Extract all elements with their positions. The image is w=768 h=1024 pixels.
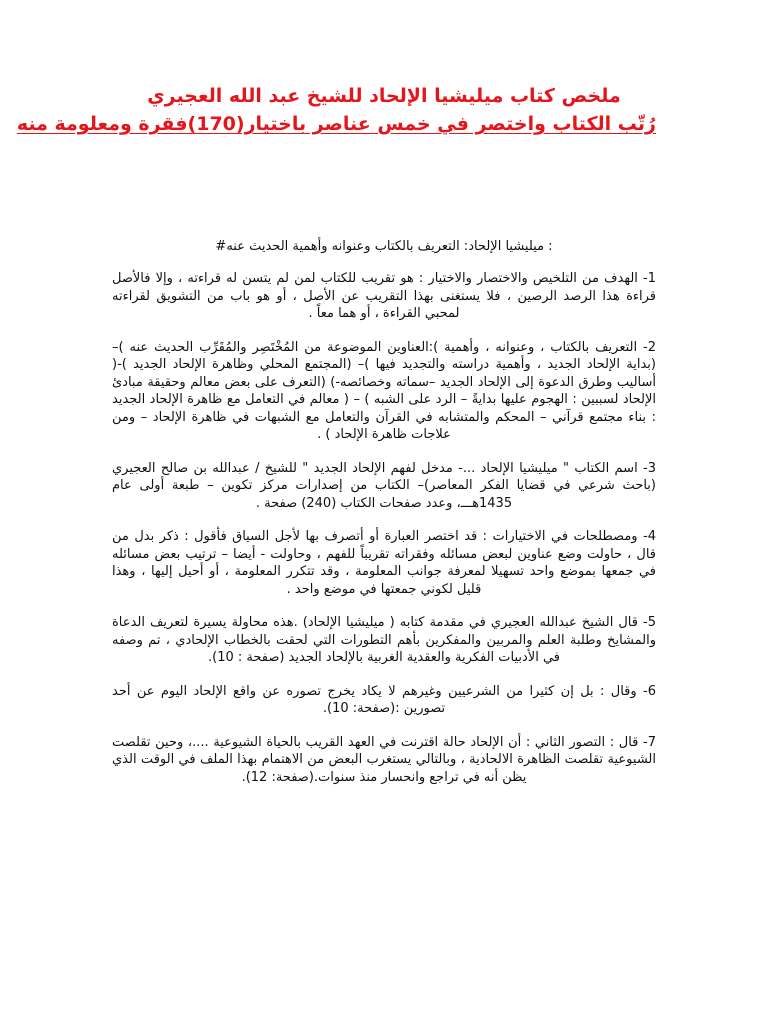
intro-heading: : ميليشيا الإلحاد: التعريف بالكتاب وعنوانه وأهمية الحديث عنه# [215, 239, 553, 254]
paragraph-6: 6- وقال : بل إن كثيرا من الشرعيين وغيرهم لا يكاد يخرج تصوره عن واقع الإلحاد اليوم عن أحد تصورين :(صفحة: 10). [112, 683, 656, 716]
paragraph-4: 4- ومصطلحات في الاختيارات : قد اختصر العبارة أو أتصرف بها لأجل السياق فأقول : ذكر بدل من قال ، حاولت وضع عناوين لبعض مسائله وفقراته تقريباً للفهم ، وحاولت - أيضا – ترتيب بعض مسائله في جمعها بموضع واحد تسهيلا لمعرفة جوانب المعلومة ، وقد تتكرر المعلومة ، أو أحيل إليها ، وهذا قليل لكوني جمعتها في موضع واحد . [112, 529, 656, 597]
document-title: ملخص كتاب ميليشيا الإلحاد للشيخ عبد الله العجيري [147, 85, 621, 107]
document-subtitle: رُتّب الكتاب واختصر في خمس عناصر باختيار(170)فقرة ومعلومة منه [16, 113, 656, 135]
paragraph-2: 2- التعريف بالكتاب ، وعنوانه ، وأهمية ):العناوين الموضوعة من المُخْتَصِر والمُقَرِّب الحديث عنه )– (بداية الإلحاد الجديد ، وأهمية دراسته والتجديد فيها )– (المجتمع المحلي وظاهرة الإلحاد الجديد )-( أساليب وطرق الدعوة إلى الإلحاد الجديد –سماته وخصائصه-) (التعرف على بعض معالم وحقيقة مبادئ الإلحاد لسببين : الهجوم عليها بدايةً – الرد على الشبه ) – ( معالم في التعامل مع ظاهرة الإلحاد الجديد : بناء مجتمع قرآني – المحكم والمتشابه في القرآن والتعامل مع الشبهات في ظاهرة الإلحاد – ومن علاجات ظاهرة الإلحاد ) . [112, 339, 656, 442]
paragraph-1: 1- الهدف من التلخيص والاختصار والاختيار : هو تقريب للكتاب لمن لم يتسن له قراءته ، وإلا فالأصل قراءة هذا الرصد الرصين ، فلا يستغنى بهذا التقريب عن الأصل ، أو هو باب من التشويق لقراءته لمحبي القراءة ، أو هما معاً . [112, 271, 656, 321]
paragraph-5: 5- قال الشيخ عبدالله العجيري في مقدمة كتابه ( ميليشيا الإلحاد) .هذه محاولة يسيرة لتعريف الدعاة والمشايخ وطلبة العلم والمربين والمفكرين بأهم التطورات التي لحقت بالخطاب الإلحادي ، تم وصفه في الأدبيات الفكرية والعقدية الغربية بالإلحاد الجديد (صفحة : 10). [112, 615, 656, 665]
paragraph-3: 3- اسم الكتاب " ميليشيا الإلحاد ...- مدخل لفهم الإلحاد الجديد " للشيخ / عبدالله بن صالح العجيري (باحث شرعي في قضايا الفكر المعاصر)– الكتاب من إصدارات مركز تكوين – طبعة أولى عام 1435هـــ، وعدد صفحات الكتاب (240) صفحة . [112, 460, 656, 511]
paragraph-7: 7- قال : التصور الثاني : أن الإلحاد حالة اقترنت في العهد القريب بالحياة الشيوعية ....، وحين تقلصت الشيوعية تقلصت الظاهرة الالحادية ، وبالتالي يستغرب البعض من الاهتمام بهذا الملف في الوقت الذي يظن أنه في تراجع وانحسار منذ سنوات.(صفحة: 12). [112, 734, 656, 785]
